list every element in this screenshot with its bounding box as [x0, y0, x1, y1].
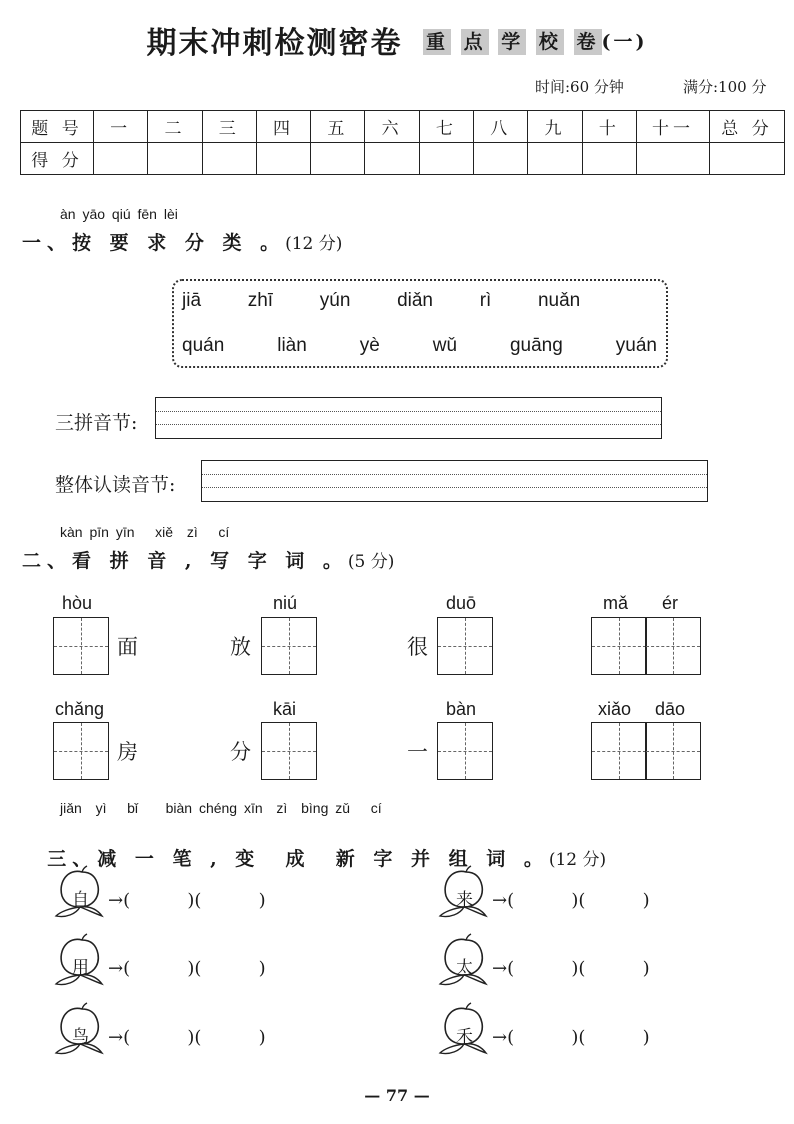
score-input-cell[interactable] [528, 143, 582, 175]
table-row [21, 111, 785, 143]
pinyin-item: jiā [182, 290, 202, 311]
guide-line [156, 411, 661, 412]
score-input-cell[interactable] [256, 143, 310, 175]
q1-pinyin: àn yāo qiú fēn lèi [60, 206, 178, 222]
q1-title-text: 一、按 要 求 分 类 。 [22, 232, 286, 254]
score-input-cell[interactable] [365, 143, 419, 175]
writing-cell[interactable] [591, 722, 647, 780]
pinyin-item: liàn [277, 335, 307, 356]
q1-points: (12 分) [285, 234, 343, 254]
fruit-char: 太 [456, 958, 473, 978]
pinyin-label: niú [273, 593, 298, 613]
pinyin-item: yuán [615, 335, 657, 356]
given-char: 很 [407, 635, 428, 659]
whole-syllable-label: 整体认读音节: [55, 474, 176, 496]
table-cell: 总 分 [710, 111, 785, 143]
score-input-cell[interactable] [94, 143, 148, 175]
score-input-cell[interactable] [637, 143, 710, 175]
writing-cell[interactable] [591, 617, 647, 675]
table-cell: 十一 [637, 111, 710, 143]
writing-cell[interactable] [645, 617, 701, 675]
table-cell: 十 [582, 111, 636, 143]
q2-title-text: 二、看 拼 音 , 写 字 词 。 [22, 550, 348, 572]
q2-title [22, 546, 394, 573]
pinyin-label: kāi [273, 699, 297, 719]
writing-cell[interactable] [261, 722, 317, 780]
score-input-cell[interactable] [148, 143, 202, 175]
tag-char: 校 [536, 29, 564, 55]
table-cell: 三 [202, 111, 256, 143]
given-char: 放 [230, 635, 251, 659]
pinyin-item: yè [359, 335, 380, 356]
table-cell: 六 [365, 111, 419, 143]
tag-suffix: (一) [601, 30, 648, 53]
score-input-cell[interactable] [474, 143, 528, 175]
tag-char: 重 [423, 29, 451, 55]
triple-syllable-label: 三拼音节: [55, 412, 138, 434]
q2-points: (5 分) [347, 552, 395, 572]
q3-pinyin: jiǎn yì bǐ biàn chéng xīn zì bìng zǔ cí [60, 800, 382, 816]
pinyin-label: bàn [446, 699, 477, 719]
writing-cell[interactable] [645, 722, 701, 780]
pinyin-item: rì [479, 290, 492, 311]
pinyin-label: xiǎo [598, 699, 632, 719]
exam-tag [423, 27, 648, 54]
score-input-cell[interactable] [710, 143, 785, 175]
triple-syllable-answer[interactable] [155, 397, 662, 439]
writing-cell[interactable] [53, 722, 109, 780]
fruit-char: 禾 [456, 1027, 473, 1047]
tag-char: 学 [498, 29, 526, 55]
exam-full-score: 满分:100 分 [683, 78, 767, 96]
given-char: 房 [117, 740, 138, 764]
table-cell: 八 [474, 111, 528, 143]
given-char: 面 [117, 635, 138, 659]
q1-title [22, 228, 342, 255]
fruit-char: 来 [456, 890, 473, 910]
score-input-cell[interactable] [202, 143, 256, 175]
exam-time: 时间:60 分钟 [535, 78, 624, 96]
pinyin-label: chǎng [55, 699, 105, 719]
score-input-cell[interactable] [311, 143, 365, 175]
pinyin-item: yún [319, 290, 351, 311]
table-cell: 一 [94, 111, 148, 143]
writing-cell[interactable] [437, 617, 493, 675]
answer-blanks[interactable]: →( )( ) [492, 890, 650, 911]
guide-line [202, 474, 707, 475]
guide-line [202, 487, 707, 488]
table-cell: 七 [419, 111, 473, 143]
answer-blanks[interactable]: →( )( ) [492, 958, 650, 979]
table-cell: 五 [311, 111, 365, 143]
answer-blanks[interactable]: →( )( ) [108, 1027, 266, 1048]
q3-title-text: 三、减 一 笔 , 变 成 新 字 并 组 词 。 [47, 848, 549, 870]
pinyin-item: diǎn [397, 290, 433, 311]
pinyin-item: guāng [509, 335, 563, 356]
table-cell: 九 [528, 111, 582, 143]
guide-line [156, 424, 661, 425]
writing-cell[interactable] [437, 722, 493, 780]
pinyin-row-2 [182, 335, 657, 357]
page-title [0, 18, 794, 62]
score-table [20, 110, 785, 175]
pinyin-item: quán [182, 335, 225, 356]
whole-syllable-answer[interactable] [201, 460, 708, 502]
given-char: 分 [230, 740, 251, 764]
writing-cell[interactable] [53, 617, 109, 675]
table-cell: 二 [148, 111, 202, 143]
pinyin-label: ér [662, 593, 679, 613]
fruit-char: 鸟 [72, 1027, 89, 1047]
page-number: — 77 — [364, 1086, 430, 1105]
given-char: 一 [407, 740, 428, 764]
pinyin-item: wǔ [432, 335, 458, 356]
tag-char: 点 [461, 29, 489, 55]
score-input-cell[interactable] [582, 143, 636, 175]
answer-blanks[interactable]: →( )( ) [108, 958, 266, 979]
writing-cell[interactable] [261, 617, 317, 675]
q3-points: (12 分) [548, 850, 607, 870]
spacer [627, 290, 657, 312]
answer-blanks[interactable]: →( )( ) [108, 890, 266, 911]
score-input-cell[interactable] [419, 143, 473, 175]
answer-blanks[interactable]: →( )( ) [492, 1027, 650, 1048]
pinyin-label: duō [446, 593, 477, 613]
q2-pinyin: kàn pīn yīn xiě zì cí [60, 524, 230, 540]
fruit-char: 自 [72, 890, 89, 910]
pinyin-label: dāo [655, 699, 686, 719]
pinyin-item: nuǎn [537, 290, 581, 311]
pinyin-row-1 [182, 290, 657, 312]
tag-char: 卷 [574, 29, 602, 55]
table-cell: 题 号 [21, 111, 94, 143]
pinyin-item: zhī [247, 290, 274, 311]
pinyin-label: hòu [62, 593, 93, 613]
table-cell: 四 [256, 111, 310, 143]
table-row [21, 143, 785, 175]
fruit-char: 用 [72, 958, 89, 978]
exam-title: 期末冲刺检测密卷 [146, 26, 403, 61]
table-cell: 得 分 [21, 143, 94, 175]
pinyin-label: mǎ [603, 593, 629, 613]
